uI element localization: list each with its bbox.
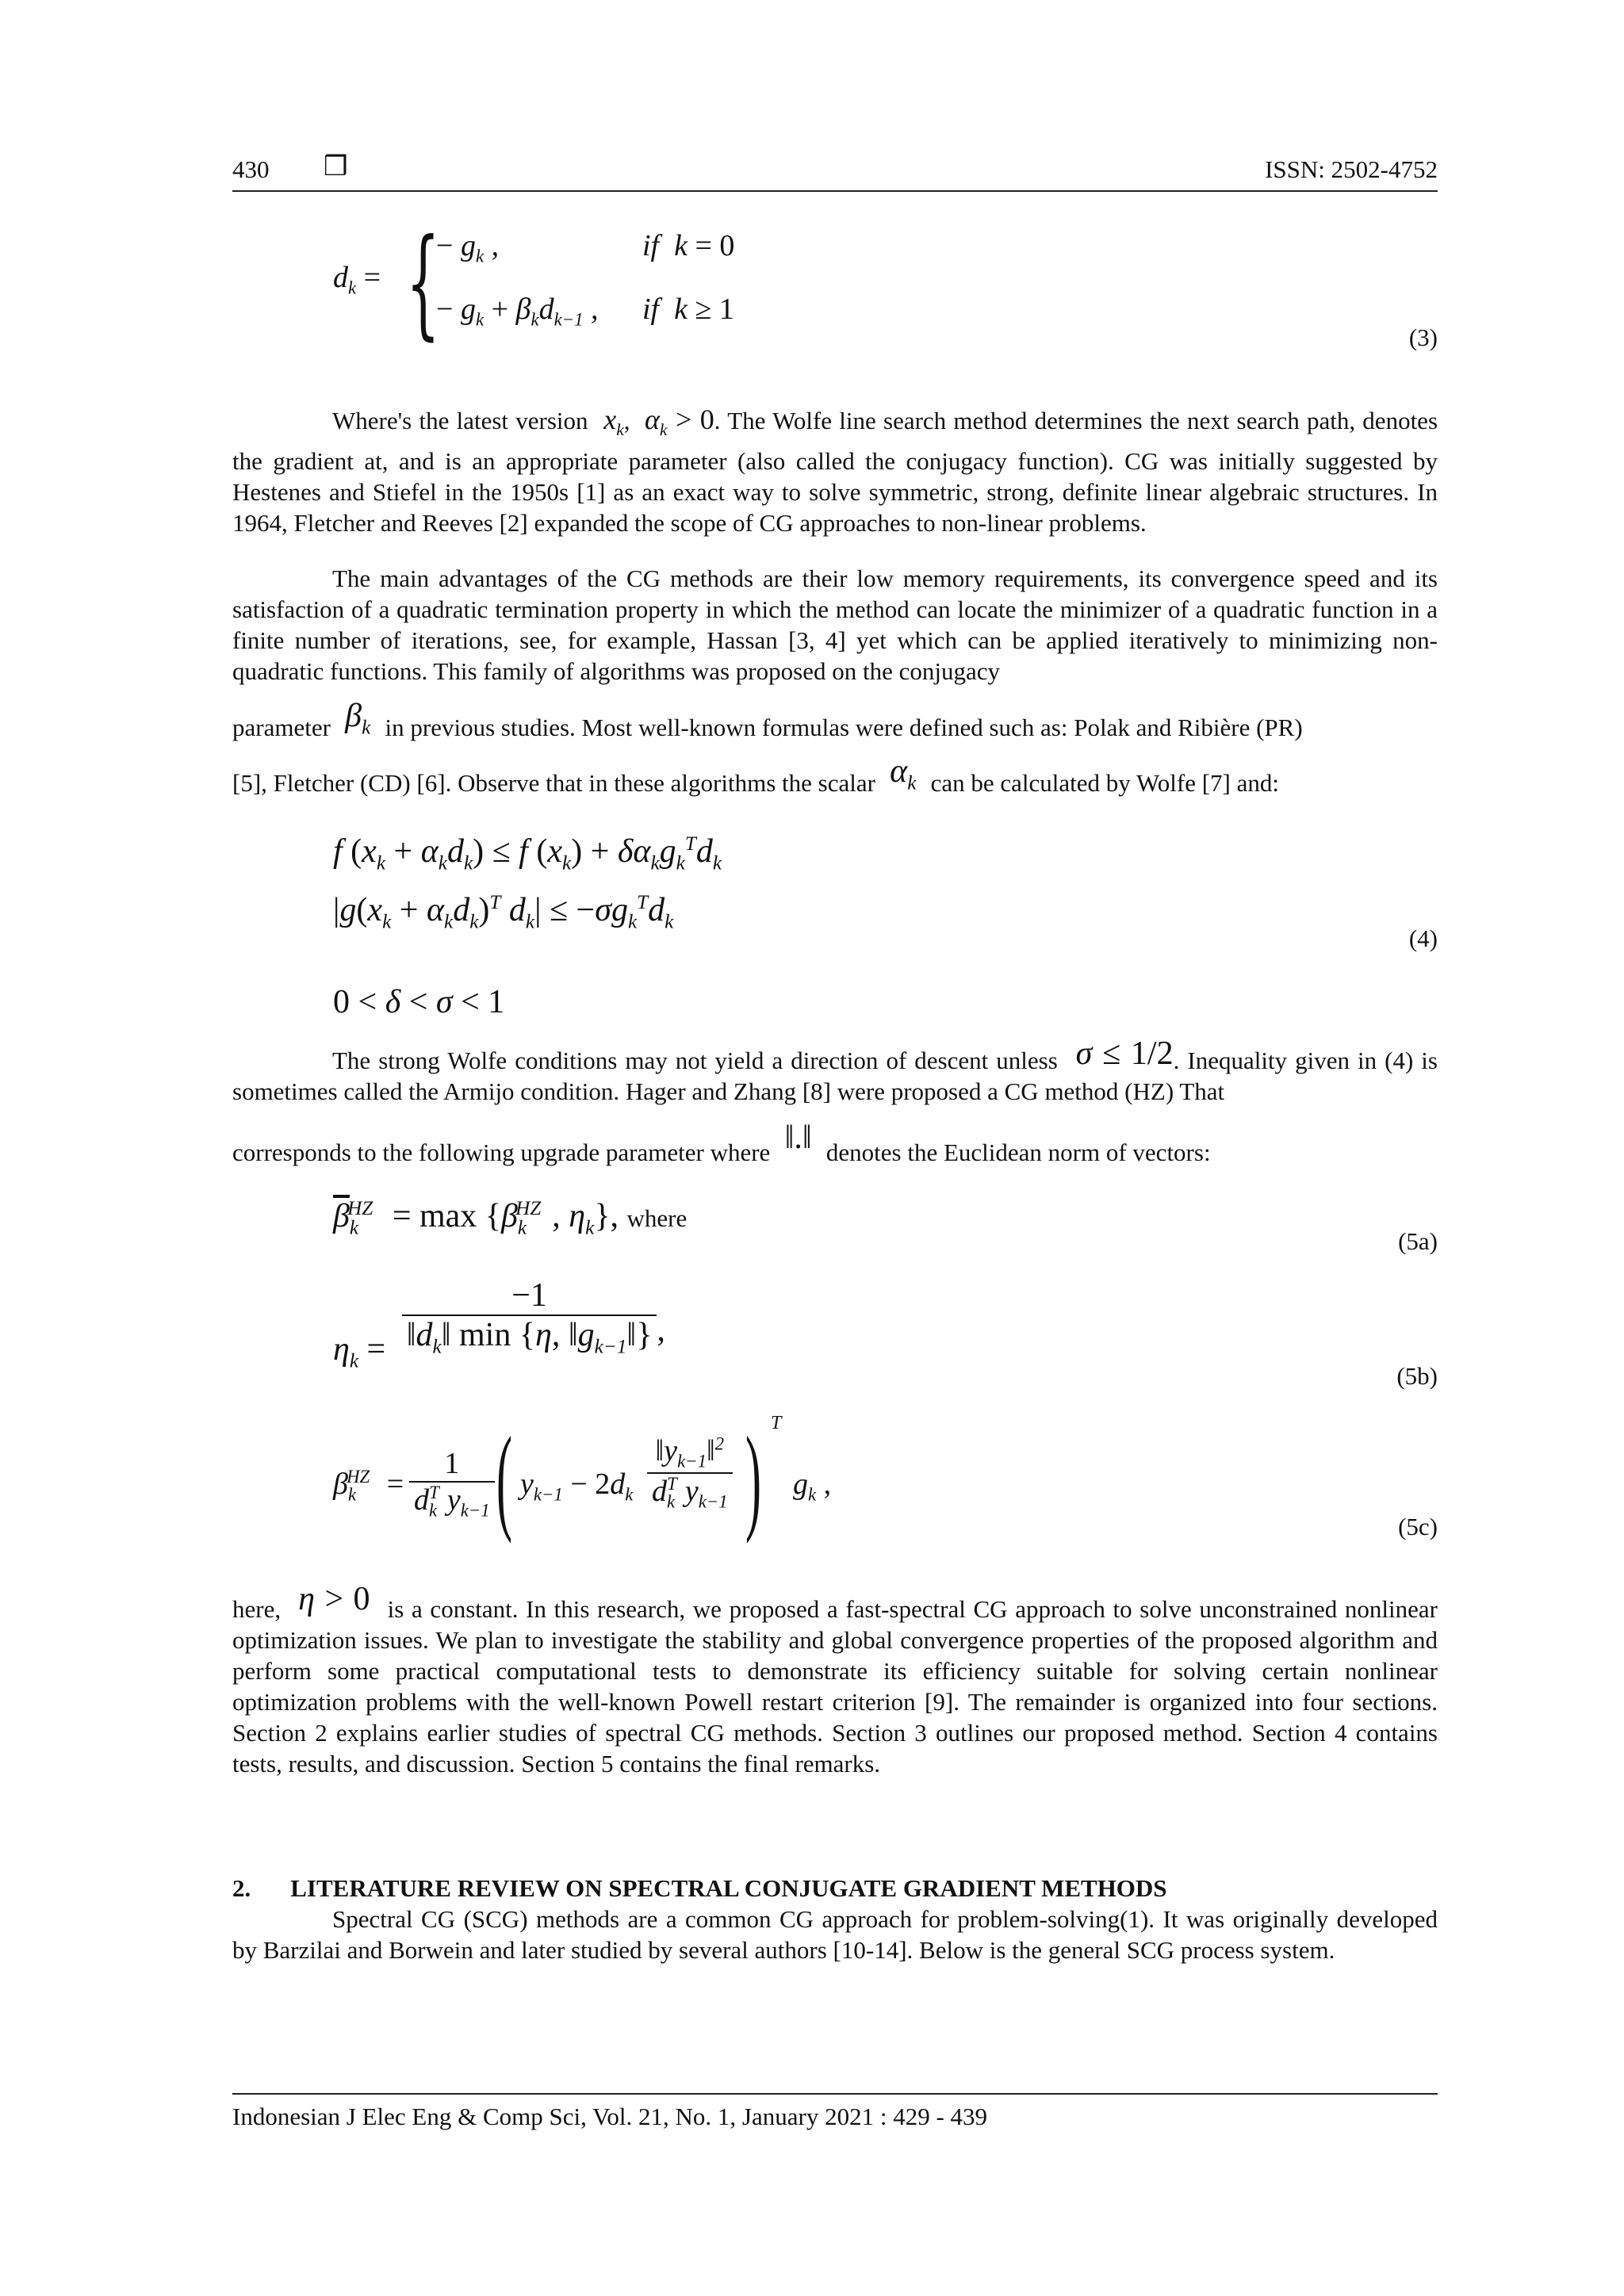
equation-5c: $\beta_k^{HZ}$ = 1 $d_k^T$ $y_{k-1}$ ( $y_{k-1} - 2d_k$ $‖y_{k-1}‖^2$ $d_k^T$ $y_{k-1}$ ) T $g_k$ ,: [333, 1413, 832, 1544]
issn: ISSN: 2502-4752: [1265, 155, 1438, 183]
header-rule: [232, 190, 1438, 192]
equation-3: $d_k$ = { − $g_k$ , if k = 0 − $g_k + \beta_kd_{k-1}$ , if k ≥ 1: [333, 214, 735, 352]
equation-5b: $\eta_k$ = $\frac{-1}{‖d_k‖ \min \{\eta, ‖g_{k-1}‖\}}$ ,: [333, 1277, 665, 1372]
equation-number-5c: (5c): [1398, 1513, 1438, 1540]
footer-rule: [232, 2093, 1438, 2095]
paragraph-3: The strong Wolfe conditions may not yield a direction of descent unless σ ≤ 1/2. Inequality given in (4) is sometimes called the Armijo condition. Hager and Zhang [8] were proposed a CG method (HZ) That: [232, 1035, 1438, 1105]
page-number: 430: [232, 155, 270, 183]
paragraph-3-norm-line: corresponds to the following upgrade parameter where ‖.‖ denotes the Euclidean norm of vectors:: [232, 1119, 1211, 1166]
equation-number-5b: (5b): [1396, 1362, 1438, 1390]
paragraph-1: Where's the latest version $x_k$, $\alpha_k > 0$. The Wolfe line search method determines the next search path, denotes the gradient at, and is an appropriate parameter (also called the conjugacy function). CG was initially suggested by Hestenes and Stiefel in the 1950s [1] as an exact way to solve symmetric, strong, definite linear algebraic structures. In 1964, Fletcher and Reeves [2] expanded the scope of CG approaches to non-linear problems.: [232, 404, 1438, 538]
paragraph-4: here, η > 0 is a constant. In this research, we proposed a fast-spectral CG approach to solve unconstrained nonlinear optimization issues. We plan to investigate the stability and global convergence properties of the proposed algorithm and perform some practical computational tests to demonstrate its efficiency suitable for solving certain nonlinear optimization problems with the well-known Powell restart criterion [9]. The remainder is organized into four sections. Section 2 explains earlier studies of spectral CG methods. Section 3 outlines our proposed method. Section 4 contains tests, results, and discussion. Section 5 contains the final remarks.: [232, 1581, 1438, 1777]
equation-number-5a: (5a): [1398, 1227, 1438, 1255]
footer-citation: Indonesian J Elec Eng & Comp Sci, Vol. 21, No. 1, January 2021 : 429 - 439: [232, 2103, 988, 2130]
equation-number-3: (3): [1408, 323, 1438, 351]
equation-number-4: (4): [1408, 924, 1438, 952]
square-icon: ❒: [324, 151, 348, 182]
paragraph-2-scalar-line: [5], Fletcher (CD) [6]. Observe that in these algorithms the scalar $\alpha_k$ can be calculated by Wolfe [7] and:: [232, 753, 1279, 797]
paragraph-2-param-line: parameter $\beta_k$ in previous studies. Most well-known formulas were defined such as: Polak and Ribière (PR): [232, 698, 1303, 741]
section-2-text: Spectral CG (SCG) methods are a common CG approach for problem-solving(1). It was originally developed by Barzilai and Borwein and later studied by several authors [10-14]. Below is the general SCG process system.: [232, 1905, 1438, 1964]
section-2-heading: 2. LITERATURE REVIEW ON SPECTRAL CONJUGATE GRADIENT METHODS: [232, 1874, 1167, 1902]
equation-5a: $\overline{\beta}_k^{HZ} = \max \{\beta_k^{HZ}$ , $\eta_k$}, where: [333, 1198, 688, 1239]
paragraph-2: The main advantages of the CG methods are their low memory requirements, its convergence speed and its satisfaction of a quadratic termination property in which the method can locate the minimizer of a quadratic function in a finite number of iterations, see, for example, Hassan [3, 4] yet which can be applied iteratively to minimizing non-quadratic functions. This family of algorithms was proposed on the conjugacy: [232, 564, 1438, 685]
